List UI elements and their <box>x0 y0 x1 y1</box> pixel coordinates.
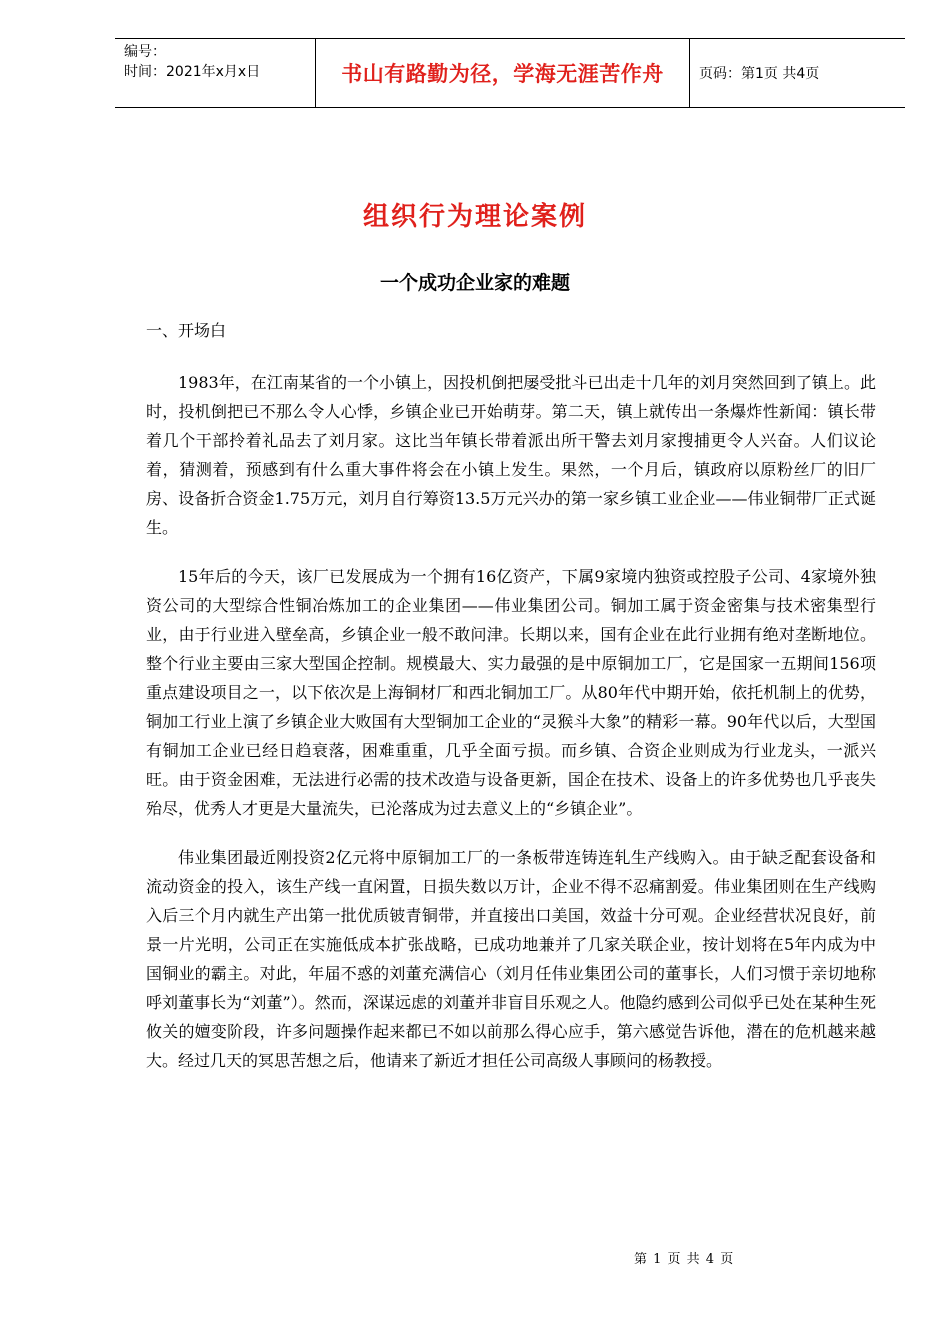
time-label: 时间：2021年x月x日 <box>124 64 261 80</box>
page-footer: 第 1 页 共 4 页 <box>634 1252 735 1267</box>
body-paragraph: 15年后的今天，该厂已发展成为一个拥有16亿资产，下属9家境内独资或控股子公司、4家境外独资公司的大型综合性铜冶炼加工的企业集团——伟业集团公司。铜加工属于资金密集与技术密集型行业，由于行业进入壁垒高，乡镇企业一般不敢问津。长期以来，国有企业在此行业拥有绝对垄断地位。整个行业主要由三家大型国企控制。规模最大、实力最强的是中原铜加工厂，它是国家一五期间156项重点建设项目之一，以下依次是上海铜材厂和西北铜加工厂。从80年代中期开始，依托机制上的优势，铜加工行业上演了乡镇企业大败国有大型铜加工企业的“灵猴斗大象”的精彩一幕。90年代以后，大型国有铜加工企业已经日趋衰落，困难重重，几乎全面亏损。而乡镇、合资企业则成为行业龙头，一派兴旺。由于资金困难，无法进行必需的技术改造与设备更新，国企在技术、设备上的许多优势也几乎丧失殆尽，优秀人才更是大量流失，已沦落成为过去意义上的“乡镇企业”。 <box>146 567 876 818</box>
document-body <box>146 368 876 1095</box>
header-motto-cell <box>316 39 690 107</box>
header-table <box>115 38 905 108</box>
header-meta-cell <box>115 39 316 107</box>
header-motto: 书山有路勤为径，学海无涯苦作舟 <box>341 61 664 86</box>
header-page-cell <box>690 39 905 107</box>
header-page-info: 页码：第1页 共4页 <box>699 66 820 82</box>
serial-number-label: 编号： <box>124 44 166 60</box>
body-paragraph: 伟业集团最近刚投资2亿元将中原铜加工厂的一条板带连铸连轧生产线购入。由于缺乏配套设备和流动资金的投入，该生产线一直闲置，日损失数以万计，企业不得不忍痛割爱。伟业集团则在生产线购入后三个月内就生产出第一批优质铍青铜带，并直接出口美国，效益十分可观。企业经营状况良好，前景一片光明，公司正在实施低成本扩张战略，已成功地兼并了几家关联企业，按计划将在5年内成为中国铜业的霸主。对此，年届不惑的刘董充满信心（刘月任伟业集团公司的董事长，人们习惯于亲切地称呼刘董事长为“刘董”）。然而，深谋远虑的刘董并非盲目乐观之人。他隐约感到公司似乎已处在某种生死攸关的嬗变阶段，许多问题操作起来都已不如以前那么得心应手，第六感觉告诉他，潜在的危机越来越大。经过几天的冥思苦想之后，他请来了新近才担任公司高级人事顾问的杨教授。 <box>146 848 876 1070</box>
document-title: 组织行为理论案例 <box>362 202 587 232</box>
body-paragraph: 1983年，在江南某省的一个小镇上，因投机倒把屡受批斗已出走十几年的刘月突然回到了镇上。此时，投机倒把已不那么令人心悸，乡镇企业已开始萌芽。第二天，镇上就传出一条爆炸性新闻：镇长带着几个干部拎着礼品去了刘月家。这比当年镇长带着派出所干警去刘月家搜捕更令人兴奋。人们议论着，猜测着，预感到有什么重大事件将会在小镇上发生。果然，一个月后，镇政府以原粉丝厂的旧厂房、设备折合资金1.75万元，刘月自行筹资13.5万元兴办的第一家乡镇工业企业——伟业铜带厂正式诞生。 <box>146 373 876 537</box>
document-subtitle: 一个成功企业家的难题 <box>379 272 570 294</box>
section-heading: 一、开场白 <box>146 321 227 340</box>
